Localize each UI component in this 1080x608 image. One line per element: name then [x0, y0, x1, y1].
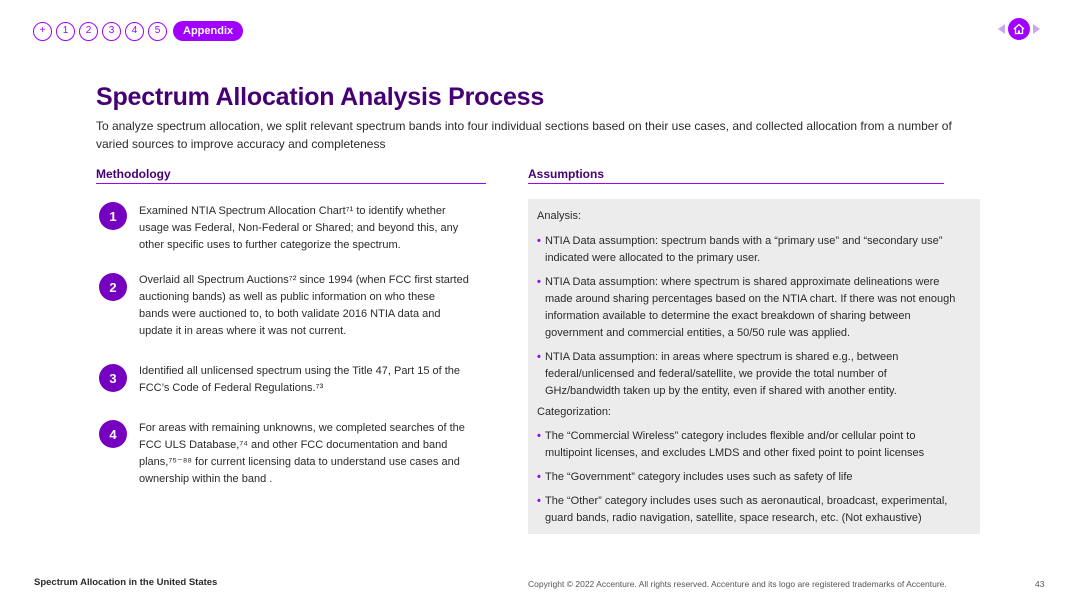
methodology-step — [99, 273, 469, 337]
list-item-line: federal/unlicensed and federal/satellite, we provide the total number of — [545, 368, 887, 380]
step-number-badge: 2 — [99, 273, 127, 301]
assumptions-box — [528, 199, 980, 534]
methodology-step — [99, 364, 461, 394]
step-text — [139, 203, 479, 254]
section-nav — [33, 21, 243, 41]
step-text — [139, 272, 479, 340]
step-line: plans,⁷⁵⁻⁸⁸ for current licensing data to understand use cases and — [139, 456, 460, 468]
prev-arrow-icon[interactable] — [998, 24, 1005, 34]
list-item — [537, 469, 970, 486]
list-item-line: The “Commercial Wireless” category includes flexible and/or cellular point to — [545, 430, 916, 442]
step-line: Identified all unlicensed spectrum using the Title 47, Part 15 of the — [139, 365, 461, 377]
page-subtitle: To analyze spectrum allocation, we split relevant spectrum bands into four individual sections based on their use cases, and collected allocation from a number of varied sources to improve accuracy and completeness — [96, 119, 952, 151]
nav-plus[interactable]: + — [33, 22, 52, 41]
step-line: For areas with remaining unknowns, we completed searches of the — [139, 422, 465, 434]
list-item-line: information available to determine the exact breakdown of sharing between — [545, 310, 911, 322]
step-number-badge: 3 — [99, 364, 127, 392]
nav-appendix[interactable]: Appendix — [173, 21, 243, 41]
nav-section-3[interactable]: 3 — [102, 22, 121, 41]
step-line: usage was Federal, Non-Federal or Shared; and beyond this, any — [139, 222, 459, 234]
step-number-badge: 4 — [99, 420, 127, 448]
list-item-line: The “Other” category includes uses such as aeronautical, broadcast, experimental, — [545, 495, 948, 507]
analysis-label: Analysis: — [537, 210, 582, 222]
assumptions-heading: Assumptions — [528, 167, 944, 184]
analysis-list — [537, 233, 970, 400]
step-line: bands were auctioned to, to both validate 2016 NTIA data and — [139, 308, 441, 320]
list-item — [537, 428, 970, 462]
list-item-line: indicated were allocated to the primary user. — [545, 252, 761, 264]
bullet-icon: • — [537, 351, 541, 363]
home-nav — [998, 18, 1040, 40]
step-text — [139, 363, 479, 397]
bullet-icon: • — [537, 430, 541, 442]
step-line: FCC’s Code of Federal Regulations.⁷³ — [139, 382, 324, 394]
nav-section-4[interactable]: 4 — [125, 22, 144, 41]
list-item-line: NTIA Data assumption: where spectrum is shared approximate delineations were — [545, 276, 940, 288]
bullet-icon: • — [537, 495, 541, 507]
list-item — [537, 233, 970, 267]
step-text — [139, 420, 479, 488]
categorization-list — [537, 428, 970, 527]
nav-section-5[interactable]: 5 — [148, 22, 167, 41]
list-item-line: NTIA Data assumption: in areas where spectrum is shared e.g., between — [545, 351, 899, 363]
footer-copyright: Copyright © 2022 Accenture. All rights reserved. Accenture and its logo are registered trademarks of Accenture. — [528, 579, 947, 589]
list-item-line: made around sharing percentages based on the NTIA chart. If there was not enough — [545, 293, 956, 305]
footer-doc-title: Spectrum Allocation in the United States — [34, 577, 218, 588]
step-line: ownership within the band . — [139, 473, 273, 485]
methodology-step — [99, 202, 459, 251]
nav-section-1[interactable]: 1 — [56, 22, 75, 41]
bullet-icon: • — [537, 276, 541, 288]
page-title: Spectrum Allocation Analysis Process — [96, 83, 545, 111]
next-arrow-icon[interactable] — [1033, 24, 1040, 34]
step-line: update it in areas where it was not current. — [139, 325, 347, 337]
bullet-icon: • — [537, 235, 541, 247]
methodology-heading: Methodology — [96, 167, 486, 184]
step-line: other specific uses to further categorize the spectrum. — [139, 239, 401, 251]
list-item — [537, 493, 970, 527]
step-line: auctioning bands) as well as public information on who these — [139, 291, 435, 303]
categorization-label: Categorization: — [537, 406, 611, 418]
step-line: Examined NTIA Spectrum Allocation Chart⁷¹ to identify whether — [139, 205, 446, 217]
home-button[interactable] — [1008, 18, 1030, 40]
list-item-line: guard bands, radio navigation, satellite, space research, etc. (Not exhaustive) — [545, 512, 922, 524]
step-line: Overlaid all Spectrum Auctions⁷² since 1994 (when FCC first started — [139, 274, 469, 286]
list-item-line: GHz/bandwidth taken up by the entity, even if shared with another entity. — [545, 385, 897, 397]
bullet-icon: • — [537, 471, 541, 483]
list-item-line: The “Government” category includes uses such as safety of life — [545, 471, 853, 483]
methodology-step — [99, 420, 465, 485]
list-item — [537, 274, 970, 342]
step-number-badge: 1 — [99, 202, 127, 230]
list-item — [537, 349, 970, 400]
home-icon — [1013, 23, 1025, 35]
page-number: 43 — [1035, 579, 1045, 589]
list-item-line: multipoint licenses, and excludes LMDS and other fixed point to point licenses — [545, 447, 925, 459]
list-item-line: NTIA Data assumption: spectrum bands with a “primary use” and “secondary use” — [545, 235, 943, 247]
nav-section-2[interactable]: 2 — [79, 22, 98, 41]
step-line: FCC ULS Database,⁷⁴ and other FCC documentation and band — [139, 439, 448, 451]
list-item-line: government and commercial entities, a 50/50 rule was applied. — [545, 327, 851, 339]
